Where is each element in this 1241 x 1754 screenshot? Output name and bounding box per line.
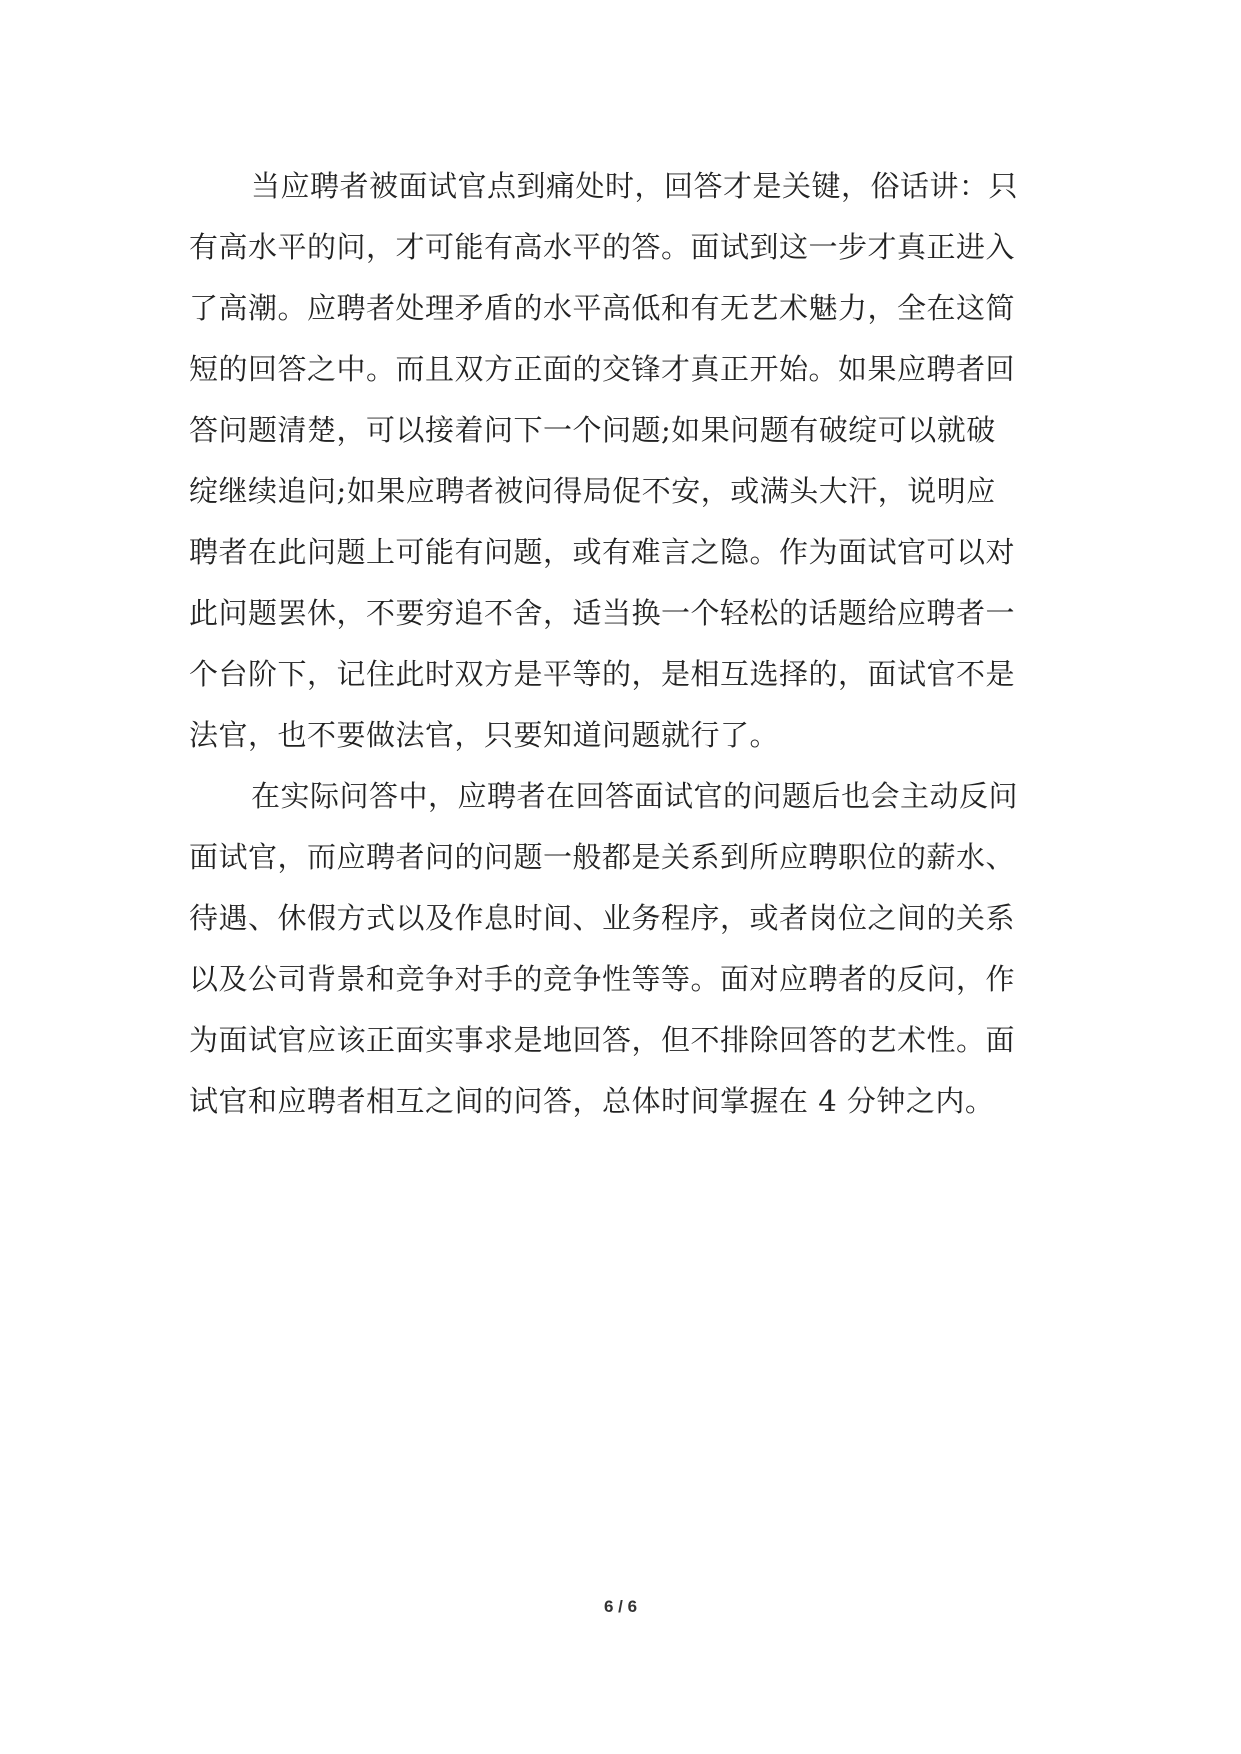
text-line: 为面试官应该正面实事求是地回答，但不排除回答的艺术性。面 — [189, 1023, 1016, 1057]
text-line: 了高潮。应聘者处理矛盾的水平高低和有无艺术魅力，全在这简 — [189, 291, 1016, 325]
text-line: 答问题清楚，可以接着问下一个问题;如果问题有破绽可以就破 — [189, 413, 996, 447]
document-body — [189, 156, 1049, 1132]
text-line: 当应聘者被面试官点到痛处时，回答才是关键，俗话讲：只 — [251, 169, 1019, 203]
text-line: 待遇、休假方式以及作息时间、业务程序，或者岗位之间的关系 — [189, 901, 1016, 935]
text-line: 聘者在此问题上可能有问题，或有难言之隐。作为面试官可以对 — [189, 535, 1016, 569]
text-line: 有高水平的问，才可能有高水平的答。面试到这一步才真正进入 — [189, 230, 1016, 264]
text-line: 法官，也不要做法官，只要知道问题就行了。 — [189, 718, 780, 752]
text-line: 试官和应聘者相互之间的问答，总体时间掌握在 4 分钟之内。 — [189, 1084, 995, 1118]
paragraph-2 — [189, 766, 1049, 1132]
text-line: 此问题罢休，不要穷追不舍，适当换一个轻松的话题给应聘者一 — [189, 596, 1016, 630]
text-line: 面试官，而应聘者问的问题一般都是关系到所应聘职位的薪水、 — [189, 840, 1016, 874]
text-line: 个台阶下，记住此时双方是平等的，是相互选择的，面试官不是 — [189, 657, 1016, 691]
text-line: 以及公司背景和竞争对手的竞争性等等。面对应聘者的反问，作 — [189, 962, 1016, 996]
page-number: 6 / 6 — [603, 1597, 638, 1616]
paragraph-1 — [189, 156, 1049, 766]
text-line: 在实际问答中，应聘者在回答面试官的问题后也会主动反问 — [251, 779, 1019, 813]
text-line: 绽继续追问;如果应聘者被问得局促不安，或满头大汗，说明应 — [189, 474, 996, 508]
text-line: 短的回答之中。而且双方正面的交锋才真正开始。如果应聘者回 — [189, 352, 1016, 386]
